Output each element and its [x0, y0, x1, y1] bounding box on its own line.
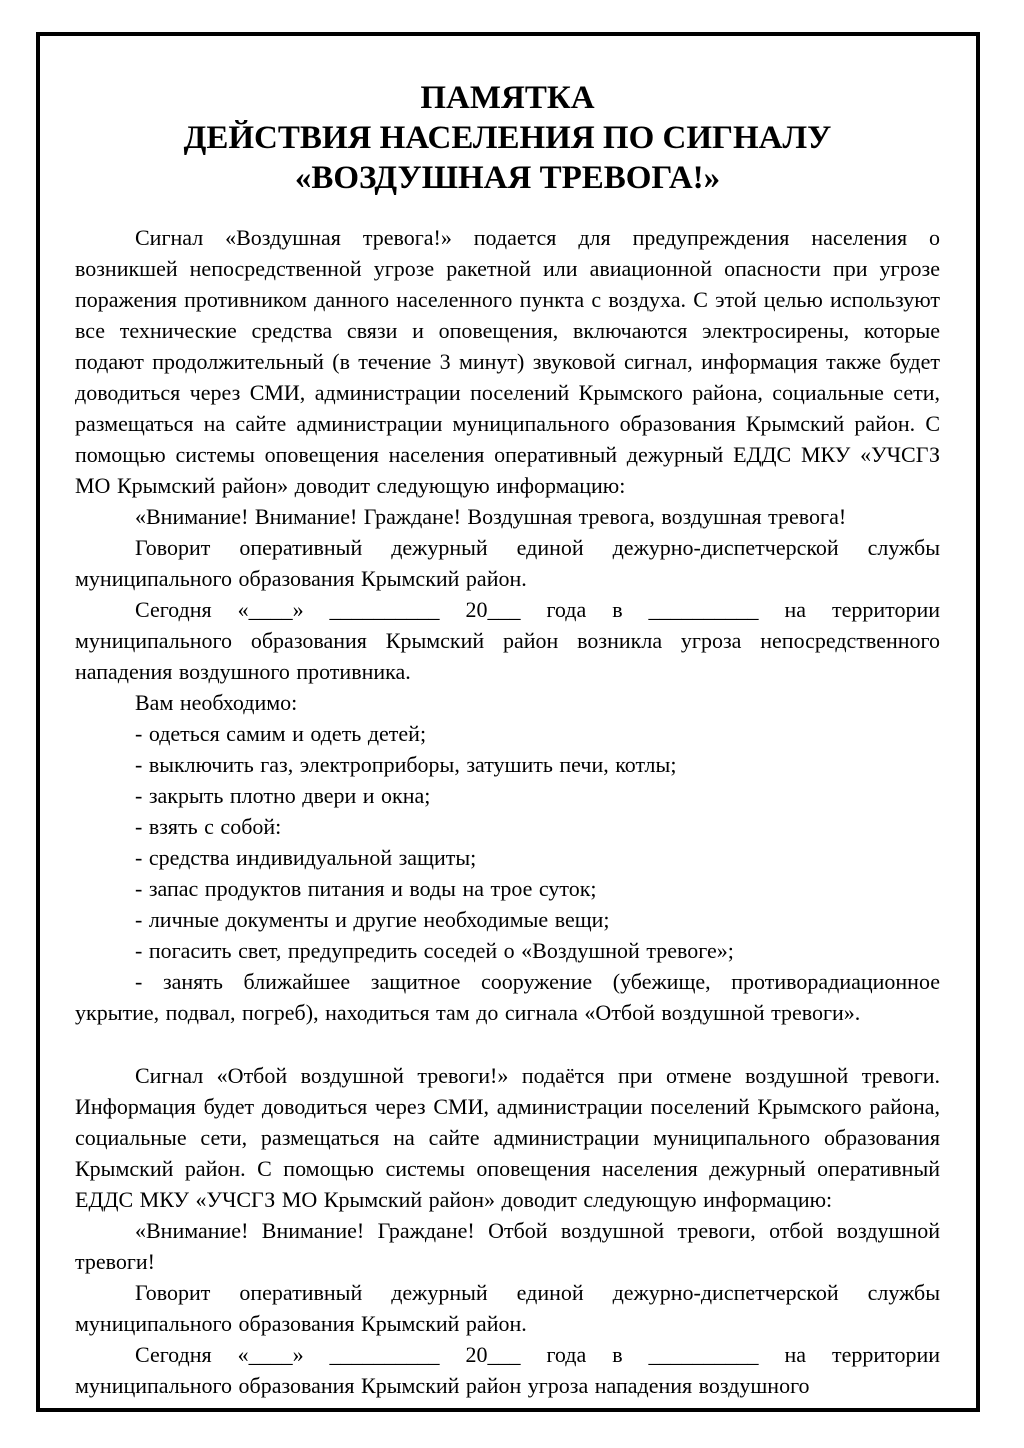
- list-item: - запас продуктов питания и воды на трое суток;: [135, 876, 597, 901]
- list-item: - одеться самим и одеть детей;: [135, 721, 427, 746]
- document-title: [75, 78, 940, 198]
- paragraph-attention-all-clear: «Внимание! Внимание! Граждане! Отбой воздушной тревоги, отбой воздушной тревоги!: [75, 1218, 940, 1274]
- paragraph-all-clear-intro: Сигнал «Отбой воздушной тревоги!» подаётся при отмене воздушной тревоги. Информация будет доводиться через СМИ, администрации поселений Крымского района, социальные сети, размещаться на сайте администрации муниципального образования Крымский район. С помощью системы оповещения населения дежурный оперативный ЕДДС МКУ «УЧСГЗ МО Крымский район» доводит следующую информацию:: [75, 1063, 940, 1212]
- paragraph-date-blank-2: Сегодня «____» __________ 20___ года в __________ на территории муниципального образования Крымский район угроза нападения воздушного: [75, 1342, 940, 1398]
- paragraph-you-must: Вам необходимо:: [135, 690, 298, 715]
- paragraph-attention-alert: «Внимание! Внимание! Граждане! Воздушная тревога, воздушная тревога!: [135, 504, 847, 529]
- paragraph-date-blank: Сегодня «____» __________ 20___ года в __________ на территории муниципального образования Крымский район возникла угроза непосредственного нападения воздушного противника.: [75, 597, 940, 684]
- title-line: ПАМЯТКА: [420, 80, 595, 116]
- title-line: ДЕЙСТВИЯ НАСЕЛЕНИЯ ПО СИГНАЛУ: [183, 120, 832, 156]
- list-item: - закрыть плотно двери и окна;: [135, 783, 431, 808]
- list-item: - погасить свет, предупредить соседей о «Воздушной тревоге»;: [135, 938, 734, 963]
- list-item: - личные документы и другие необходимые вещи;: [135, 907, 610, 932]
- paragraph-duty-officer: Говорит оперативный дежурный единой дежурно-диспетчерской службы муниципального образования Крымский район.: [75, 535, 940, 591]
- list-item: - выключить газ, электроприборы, затушить печи, котлы;: [135, 752, 677, 777]
- list-item: - средства индивидуальной защиты;: [135, 845, 477, 870]
- paragraph-duty-officer-2: Говорит оперативный дежурный единой дежурно-диспетчерской службы муниципального образования Крымский район.: [75, 1280, 940, 1336]
- title-line: «ВОЗДУШНАЯ ТРЕВОГА!»: [294, 160, 721, 196]
- page-border-frame: [36, 32, 980, 1412]
- list-item: - взять с собой:: [135, 814, 282, 839]
- paragraph-signal-intro: Сигнал «Воздушная тревога!» подается для предупреждения населения о возникшей непосредственной угрозе ракетной или авиационной опасности при угрозе поражения противником данного населенного пункта с воздуха. С этой целью используют все технические средства связи и оповещения, включаются электросирены, которые подают продолжительный (в течение 3 минут) звуковой сигнал, информация также будет доводиться через СМИ, администрации поселений Крымского района, социальные сети, размещаться на сайте администрации муниципального образования Крымский район. С помощью системы оповещения населения оперативный дежурный ЕДДС МКУ «УЧСГЗ МО Крымский район» доводит следующую информацию:: [75, 225, 940, 498]
- list-item: - занять ближайшее защитное сооружение (убежище, противорадиационное укрытие, подвал, погреб), находиться там до сигнала «Отбой воздушной тревоги».: [75, 969, 940, 1025]
